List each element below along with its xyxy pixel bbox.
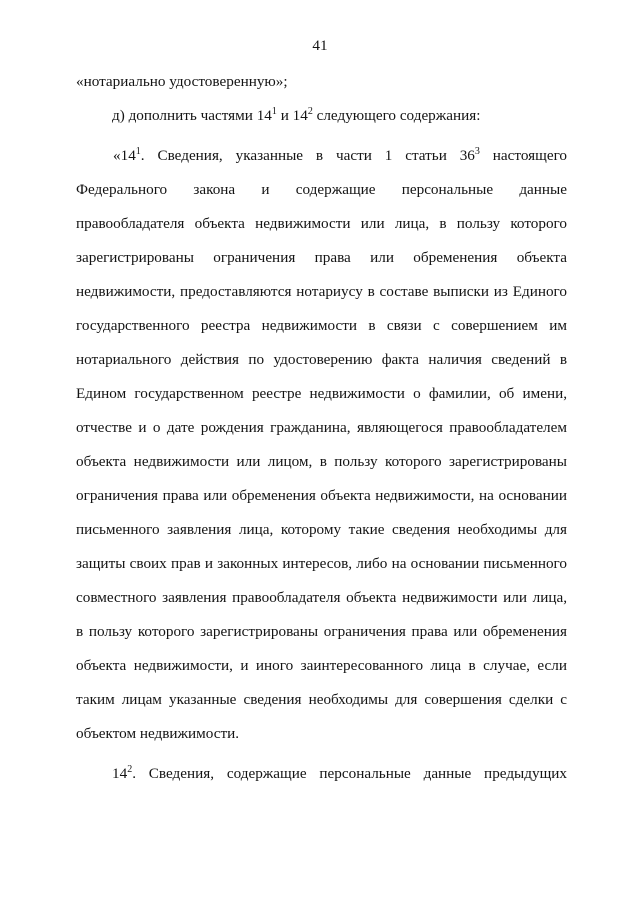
text-line: совместного заявления правообладателя объекта недвижимости или лица, bbox=[76, 589, 567, 606]
page-number: 41 bbox=[312, 37, 328, 54]
text-line: отчестве и о дате рождения гражданина, являющегося правообладателем bbox=[76, 419, 567, 436]
superscript: 2 bbox=[127, 764, 133, 775]
superscript: 3 bbox=[474, 146, 480, 157]
text-line: объектом недвижимости. bbox=[76, 725, 240, 742]
text-line: письменного заявления лица, которому такие сведения необходимы для bbox=[76, 521, 567, 538]
text-line: ограничения права или обременения объекта недвижимости, на основании bbox=[76, 487, 567, 504]
text-line-with-superscripts: «$14^1$. Сведения, указанные в части 1 статьи $36^3$ настоящего bbox=[113, 146, 568, 164]
text-line: недвижимости, предоставляются нотариусу в составе выписки из Единого bbox=[76, 283, 567, 300]
text-line-with-superscripts: $14^2$. Сведения, содержащие персональные данные предыдущих bbox=[112, 764, 567, 782]
text-line: государственного реестра недвижимости в связи с совершением им bbox=[76, 317, 567, 334]
text-line: в пользу которого зарегистрированы ограничения права или обременения bbox=[76, 623, 567, 640]
superscript: 1 bbox=[135, 146, 141, 157]
text-line: зарегистрированы ограничения права или обременения объекта bbox=[76, 249, 567, 266]
text-line: Едином государственном реестре недвижимости о фамилии, об имени, bbox=[76, 385, 567, 402]
text-line: правообладателя объекта недвижимости или лица, в пользу которого bbox=[76, 215, 567, 232]
text-line: объекта недвижимости, и иного заинтересованного лица в случае, если bbox=[76, 657, 567, 674]
text-line: защиты своих прав и законных интересов, либо на основании письменного bbox=[76, 555, 567, 572]
text-line: нотариального действия по удостоверению факта наличия сведений в bbox=[76, 351, 567, 368]
text-line: Федерального закона и содержащие персональные данные bbox=[76, 181, 567, 198]
text-line: таким лицам указанные сведения необходимы для совершения сделки с bbox=[76, 691, 567, 708]
superscript: 2 bbox=[307, 106, 313, 117]
text-line: объекта недвижимости или лицом, в пользу которого зарегистрированы bbox=[76, 453, 567, 470]
superscript: 1 bbox=[271, 106, 277, 117]
text-line-with-superscripts: д) дополнить частями $14^1$ и $14^2$ следующего содержания: bbox=[112, 106, 481, 124]
text-line: «нотариально удостоверенную»; bbox=[76, 73, 288, 90]
